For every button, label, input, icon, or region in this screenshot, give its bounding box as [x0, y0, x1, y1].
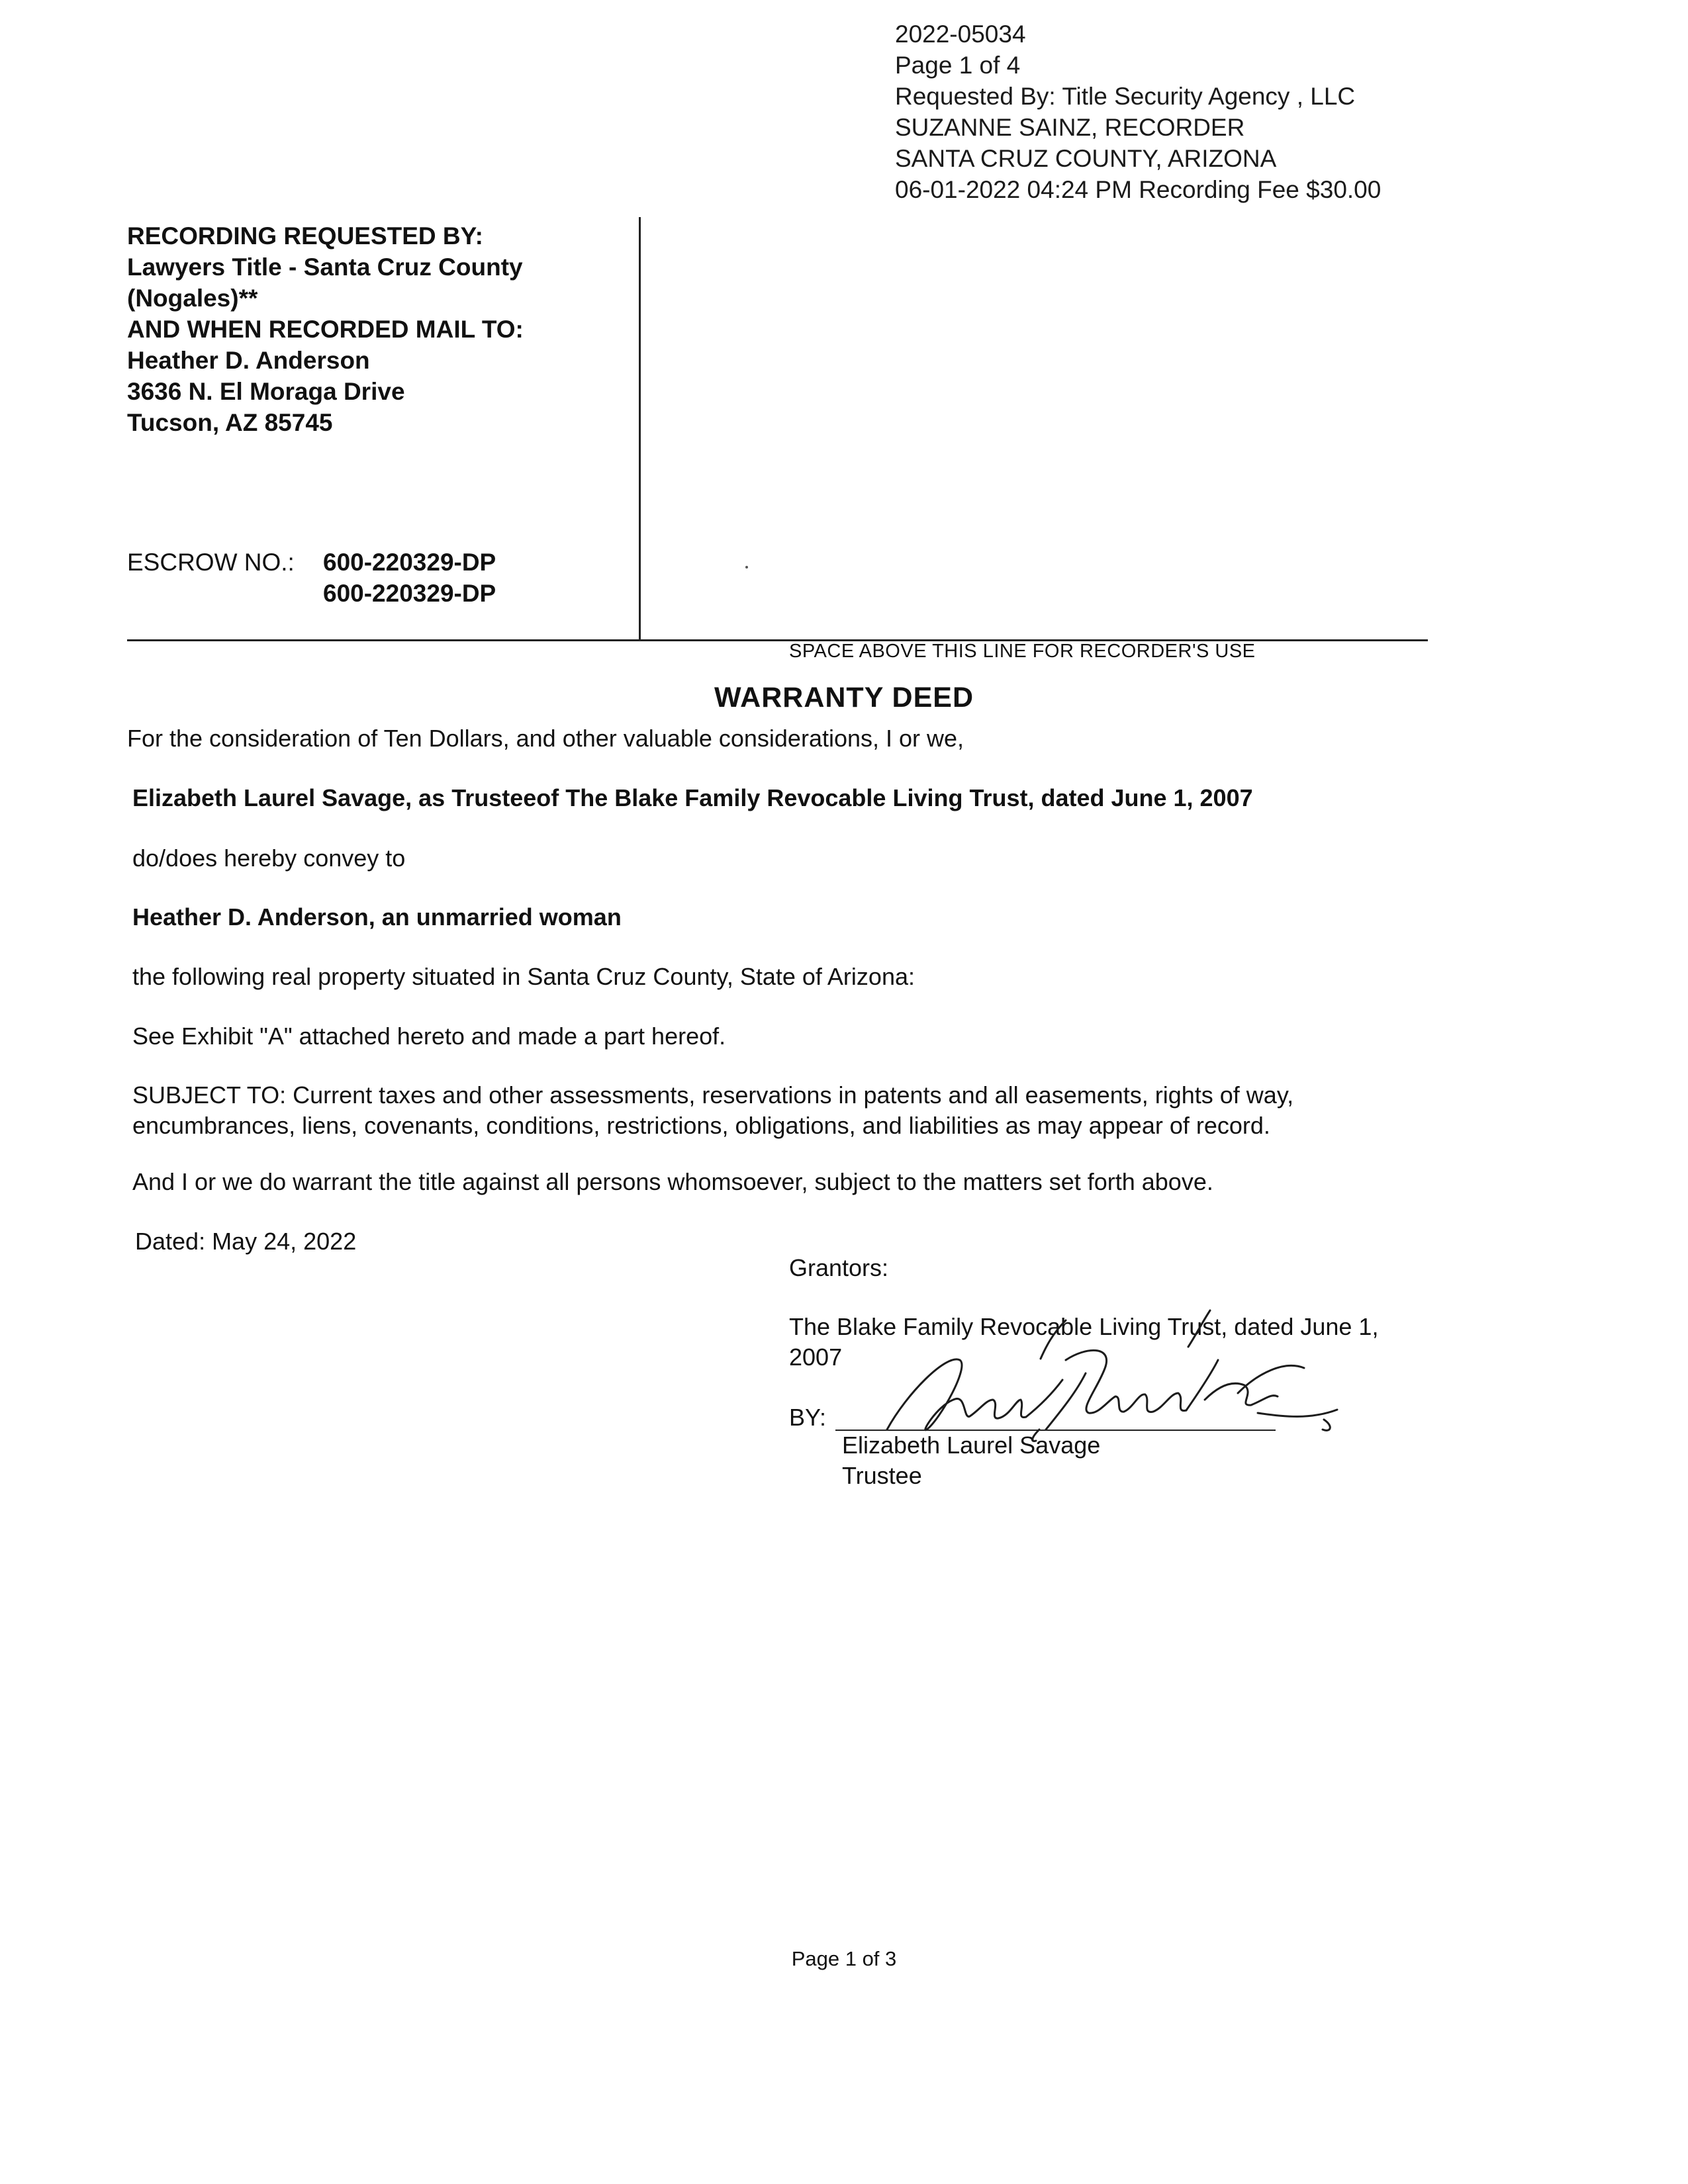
escrow-number-1: 600-220329-DP [323, 549, 496, 576]
document-number: 2022-05034 [895, 21, 1026, 48]
grantors-label: Grantors: [789, 1254, 889, 1281]
recorder-stamp [895, 19, 1381, 205]
exhibit-reference: See Exhibit "A" attached hereto and made a part hereof. [132, 1023, 726, 1050]
grantor-trust-name: The Blake Family Revocable Living Trust, dated June 1, 2007 [789, 1313, 1379, 1371]
recorder-page-info: Page 1 of 4 [895, 52, 1021, 79]
scan-speck [745, 566, 748, 569]
deed-title: WARRANTY DEED [714, 682, 974, 713]
signer-name: Elizabeth Laurel Savage [842, 1432, 1101, 1459]
handwritten-signature [847, 1294, 1364, 1463]
property-location-clause: the following real property situated in Santa Cruz County, State of Arizona: [132, 963, 915, 990]
recorder-use-label: SPACE ABOVE THIS LINE FOR RECORDER'S USE [789, 641, 1256, 662]
mail-to-street: 3636 N. El Moraga Drive [127, 378, 405, 405]
recording-requested-label: RECORDING REQUESTED BY: [127, 222, 483, 250]
header-vertical-divider [639, 217, 641, 641]
recorder-county: SANTA CRUZ COUNTY, ARIZONA [895, 145, 1277, 172]
consideration-clause: For the consideration of Ten Dollars, and other valuable considerations, I or we, [127, 725, 964, 752]
grantor-name: Elizabeth Laurel Savage, as Trusteeof The Blake Family Revocable Living Trust, dated June 1, 2007 [132, 784, 1253, 811]
escrow-label: ESCROW NO.: [127, 549, 295, 576]
by-label: BY: [789, 1404, 827, 1431]
grantee-name: Heather D. Anderson, an unmarried woman [132, 903, 622, 931]
dated-line: Dated: May 24, 2022 [135, 1228, 357, 1255]
page-footer: Page 1 of 3 [791, 1947, 897, 1970]
warranty-clause: And I or we do warrant the title against all persons whomsoever, subject to the matters set forth above. [132, 1168, 1213, 1195]
recorder-name: SUZANNE SAINZ, RECORDER [895, 114, 1245, 141]
mail-to-city: Tucson, AZ 85745 [127, 409, 333, 436]
requesting-company-line1: Lawyers Title - Santa Cruz County [127, 253, 523, 281]
signer-title: Trustee [842, 1462, 922, 1489]
mail-to-name: Heather D. Anderson [127, 347, 370, 374]
recording-requested-block [127, 220, 524, 438]
recording-timestamp-fee: 06-01-2022 04:24 PM Recording Fee $30.00 [895, 176, 1382, 203]
escrow-block [127, 547, 496, 609]
mail-to-label: AND WHEN RECORDED MAIL TO: [127, 316, 524, 343]
requested-by-line: Requested By: Title Security Agency , LLC [895, 83, 1356, 110]
convey-clause: do/does hereby convey to [132, 844, 406, 872]
requesting-company-line2: (Nogales)** [127, 285, 258, 312]
escrow-number-2: 600-220329-DP [323, 580, 496, 607]
escrow-values [323, 547, 496, 609]
subject-to-clause: SUBJECT TO: Current taxes and other assessments, reservations in patents and all easements, rights of way, encumbrances, liens, covenants, conditions, restrictions, obligations, and liabilities as may appear of record. [132, 1081, 1294, 1139]
